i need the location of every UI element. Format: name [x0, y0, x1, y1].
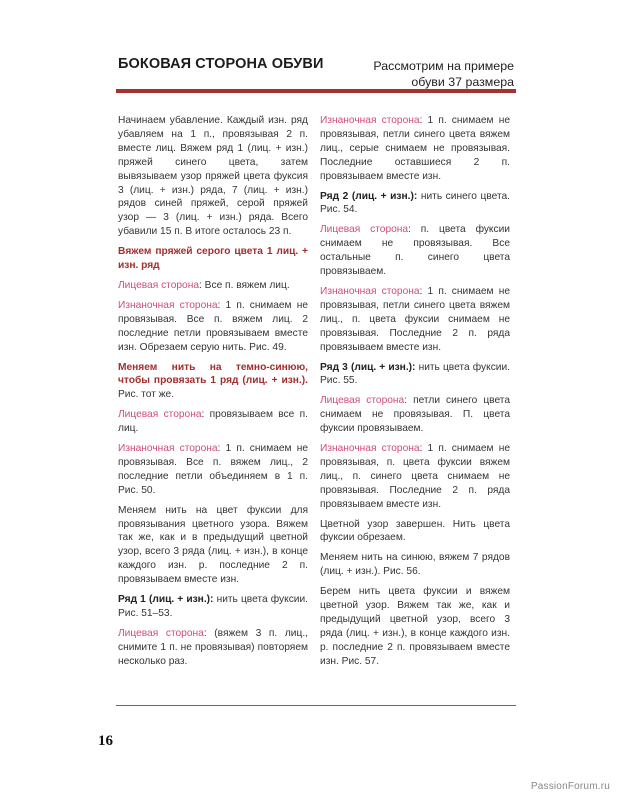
paragraph: Начинаем убавление. Каждый изн. ряд убавляем на 1 п., провязывая 2 п. вместе лиц. Вяжем ряд 1 (лиц. + изн.) пряжей синего цвета, затем вывязываем узор пряжей цвета фуксия 3 (лиц. + изн.) ряда, 7 (лиц. + изн.) рядов синей пряжей, серой пряжей узор — 3 (лиц. + изн.) ряда. Всего убавили 15 п. В итоге осталось 23 п. [118, 115, 308, 238]
side-label: Лицевая сторона [320, 395, 405, 407]
paragraph [118, 299, 308, 355]
paragraph [320, 442, 510, 512]
paragraph [118, 627, 308, 669]
paragraph [118, 442, 308, 498]
row-label: Ряд 2 (лиц. + изн.): [320, 190, 418, 202]
paragraph: Меняем нить на синюю, вяжем 7 рядов (лиц. + изн.). Рис. 56. [320, 552, 510, 578]
side-label: Изнаночная сторона [320, 285, 420, 297]
paragraph: Цветной узор завершен. Нить цвета фуксии обрезаем. [320, 518, 510, 544]
paragraph-text: : 1 п. снимаем не провязывая. Все п. вяжем лиц. 2 последние петли провязываем вместе изн. Обрезаем серую нить. Рис. 49. [118, 299, 308, 353]
side-label: Изнаночная сторона [320, 115, 420, 126]
right-column [320, 114, 510, 675]
paragraph-text: : п. цвета фуксии снимаем не провязывая. Все остальные п. синего цвета провязываем. [320, 224, 510, 278]
paragraph [320, 223, 510, 279]
paragraph [118, 361, 308, 403]
paragraph-text: : 1 п. снимаем не провязывая, п. цвета фуксии вяжем лиц., п. синего цвета снимаем не провязывая. Последние 2 п. ряда провязываем вместе изн. [320, 443, 510, 510]
paragraph-text: : петли синего цвета снимаем не провязывая. П. цвета фуксии провязываем. [320, 395, 510, 435]
side-label: Изнаночная сторона [320, 443, 420, 455]
paragraph-text: : провязываем все п. лиц. [118, 409, 308, 435]
left-column [118, 114, 308, 675]
page-number: 16 [98, 733, 113, 749]
side-label: Лицевая сторона [118, 409, 202, 421]
paragraph: Меняем нить на цвет фуксии для провязывания цветного узора. Вяжем так же, как и в предыдущий цветной узор, всего 3 ряда (лиц. + изн.), в конце каждого изн. р. последние 2 п. провязываем вместе изн. [118, 504, 308, 586]
paragraph-text: : (вяжем 3 п. лиц., снимите 1 п. не провязывая) повторяем несколько раз. [118, 627, 308, 667]
paragraph-text: : 1 п. снимаем не провязывая, петли синего цвета вяжем лиц., п. цвета фуксии снимаем не провязывая. Последние 2 п. ряда провязываем вместе изн. [320, 285, 510, 353]
paragraph [320, 285, 510, 355]
side-label: Изнаночная сторона [118, 299, 218, 311]
side-label: Лицевая сторона [320, 224, 409, 236]
side-label: Лицевая сторона [118, 279, 200, 291]
section-title: БОКОВАЯ СТОРОНА ОБУВИ [118, 56, 324, 72]
side-label: Лицевая сторона [118, 627, 204, 639]
paragraph [320, 394, 510, 436]
paragraph [118, 279, 308, 293]
paragraph-text: нить синего цвета. Рис. 54. [320, 190, 510, 216]
paragraph-text: нить цвета фуксии. Рис. 55. [320, 361, 510, 387]
paragraph-text: нить цвета фуксии. Рис. 51–53. [118, 594, 308, 619]
paragraph [118, 408, 308, 436]
header-subtitle-line1: Рассмотрим на примере [373, 59, 514, 73]
paragraph-text: : 1 п. снимаем не провязывая. Все п. вяжем лиц., 2 последние петли объединяем в 1 п. Рис. 50. [118, 443, 308, 496]
subheading: Вяжем пряжей серого цвета 1 лиц. + изн. ряд [118, 246, 308, 272]
header-subtitle [373, 58, 514, 90]
header-subtitle-line2: обуви 37 размера [411, 75, 514, 89]
paragraph [320, 361, 510, 389]
paragraph-text: : 1 п. снимаем не провязывая, петли синего цвета вяжем лиц., серые снимаем не провязывая. Последние оставшиеся 2 п. провязываем вместе изн. [320, 115, 510, 182]
row-label: Ряд 3 (лиц. + изн.): [320, 361, 416, 373]
paragraph-text: Рис. тот же. [118, 389, 175, 401]
row-label: Ряд 1 (лиц. + изн.): [118, 594, 214, 606]
paragraph-text: : Все п. вяжем лиц. [199, 279, 290, 291]
paragraph [118, 593, 308, 621]
footer-rule [116, 705, 516, 706]
paragraph [320, 114, 510, 184]
side-label: Изнаночная сторона [118, 443, 218, 455]
header-rule [116, 89, 516, 93]
watermark: PassionForum.ru [530, 781, 610, 792]
subheading: Меняем нить на темно-синюю, чтобы провязать 1 ряд (лиц. + изн.). [118, 361, 308, 387]
paragraph [320, 190, 510, 218]
paragraph: Берем нить цвета фуксии и вяжем цветной узор. Вяжем так же, как и предыдущий цветной узор, всего 3 ряда (лиц. + изн.), в конце каждого изн. р. последние 2 п. провязываем вместе изн. Рис. 57. [320, 586, 510, 667]
